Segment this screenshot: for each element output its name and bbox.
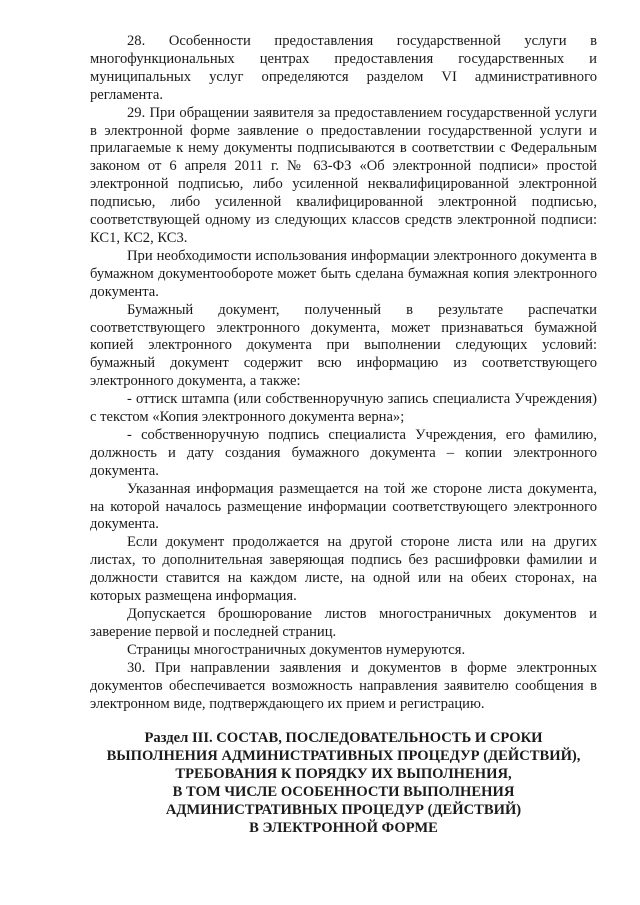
heading-line: Раздел III. СОСТАВ, ПОСЛЕДОВАТЕЛЬНОСТЬ И СРОКИ	[144, 730, 543, 746]
paragraph-placement: Указанная информация размещается на той же стороне листа документа, на которой началось размещение информации соответствующего электронного документа.	[90, 480, 597, 533]
paragraph-29: 29. При обращении заявителя за предоставлением государственной услуги в электронной форме заявление о предоставлении государственной услуги и прилагаемые к нему документы подписываются в соответствии с Федеральным законом от 6 апреля 2011 г. № 63-ФЗ «Об электронной подписи» простой электронной подписью, либо усиленной неквалифицированной электронной подписью, либо усиленной квалифицированной электронной подписью, соответствующей одному из следующих классов средств электронной подписи: КС1, КС2, КС3.	[90, 104, 597, 246]
list-item-signature: - собственноручную подпись специалиста Учреждения, его фамилию, должность и дату создания бумажного документа – копии электронного документа.	[90, 426, 597, 479]
paragraph-paper-document-conditions: Бумажный документ, полученный в результате распечатки соответствующего электронного документа, может признаваться бумажной копией электронного документа при выполнении следующих условий: бумажный документ содержит всю информацию из соответствующего электронного документа, а также:	[90, 301, 597, 390]
heading-line: ВЫПОЛНЕНИЯ АДМИНИСТРАТИВНЫХ ПРОЦЕДУР (ДЕЙСТВИЙ),	[106, 747, 581, 764]
document-body	[90, 33, 597, 713]
section-heading	[90, 730, 597, 837]
paragraph-paper-copy: При необходимости использования информации электронного документа в бумажном документообороте может быть сделана бумажная копия электронного документа.	[90, 247, 597, 300]
paragraph-30: 30. При направлении заявления и документов в форме электронных документов обеспечивается возможность направления заявителю сообщения в электронном виде, подтверждающего их прием и регистрацию.	[90, 659, 597, 712]
paragraph-binding: Допускается брошюрование листов многостраничных документов и заверение первой и последней страниц.	[90, 606, 597, 640]
heading-line: В ТОМ ЧИСЛЕ ОСОБЕННОСТИ ВЫПОЛНЕНИЯ	[172, 783, 515, 800]
list-item-stamp: - оттиск штампа (или собственноручную запись специалиста Учреждения) с текстом «Копия электронного документа верна»;	[90, 391, 597, 426]
heading-line: АДМИНИСТРАТИВНЫХ ПРОЦЕДУР (ДЕЙСТВИЙ)	[165, 801, 522, 818]
heading-line: В ЭЛЕКТРОННОЙ ФОРМЕ	[249, 819, 438, 836]
heading-line: ТРЕБОВАНИЯ К ПОРЯДКУ ИХ ВЫПОЛНЕНИЯ,	[175, 765, 512, 782]
paragraph-continuation: Если документ продолжается на другой стороне листа или на других листах, то дополнительная заверяющая подпись без расшифровки фамилии и должности ставится на каждом листе, на одной или на обеих сторонах, на которых размещена информация.	[90, 534, 597, 605]
paragraph-28: 28. Особенности предоставления государственной услуги в многофункциональных центрах предоставления государственных и муниципальных услуг определяются разделом VI административного регламента.	[90, 33, 597, 103]
paragraph-numbering: Страницы многостраничных документов нумеруются.	[127, 641, 466, 658]
